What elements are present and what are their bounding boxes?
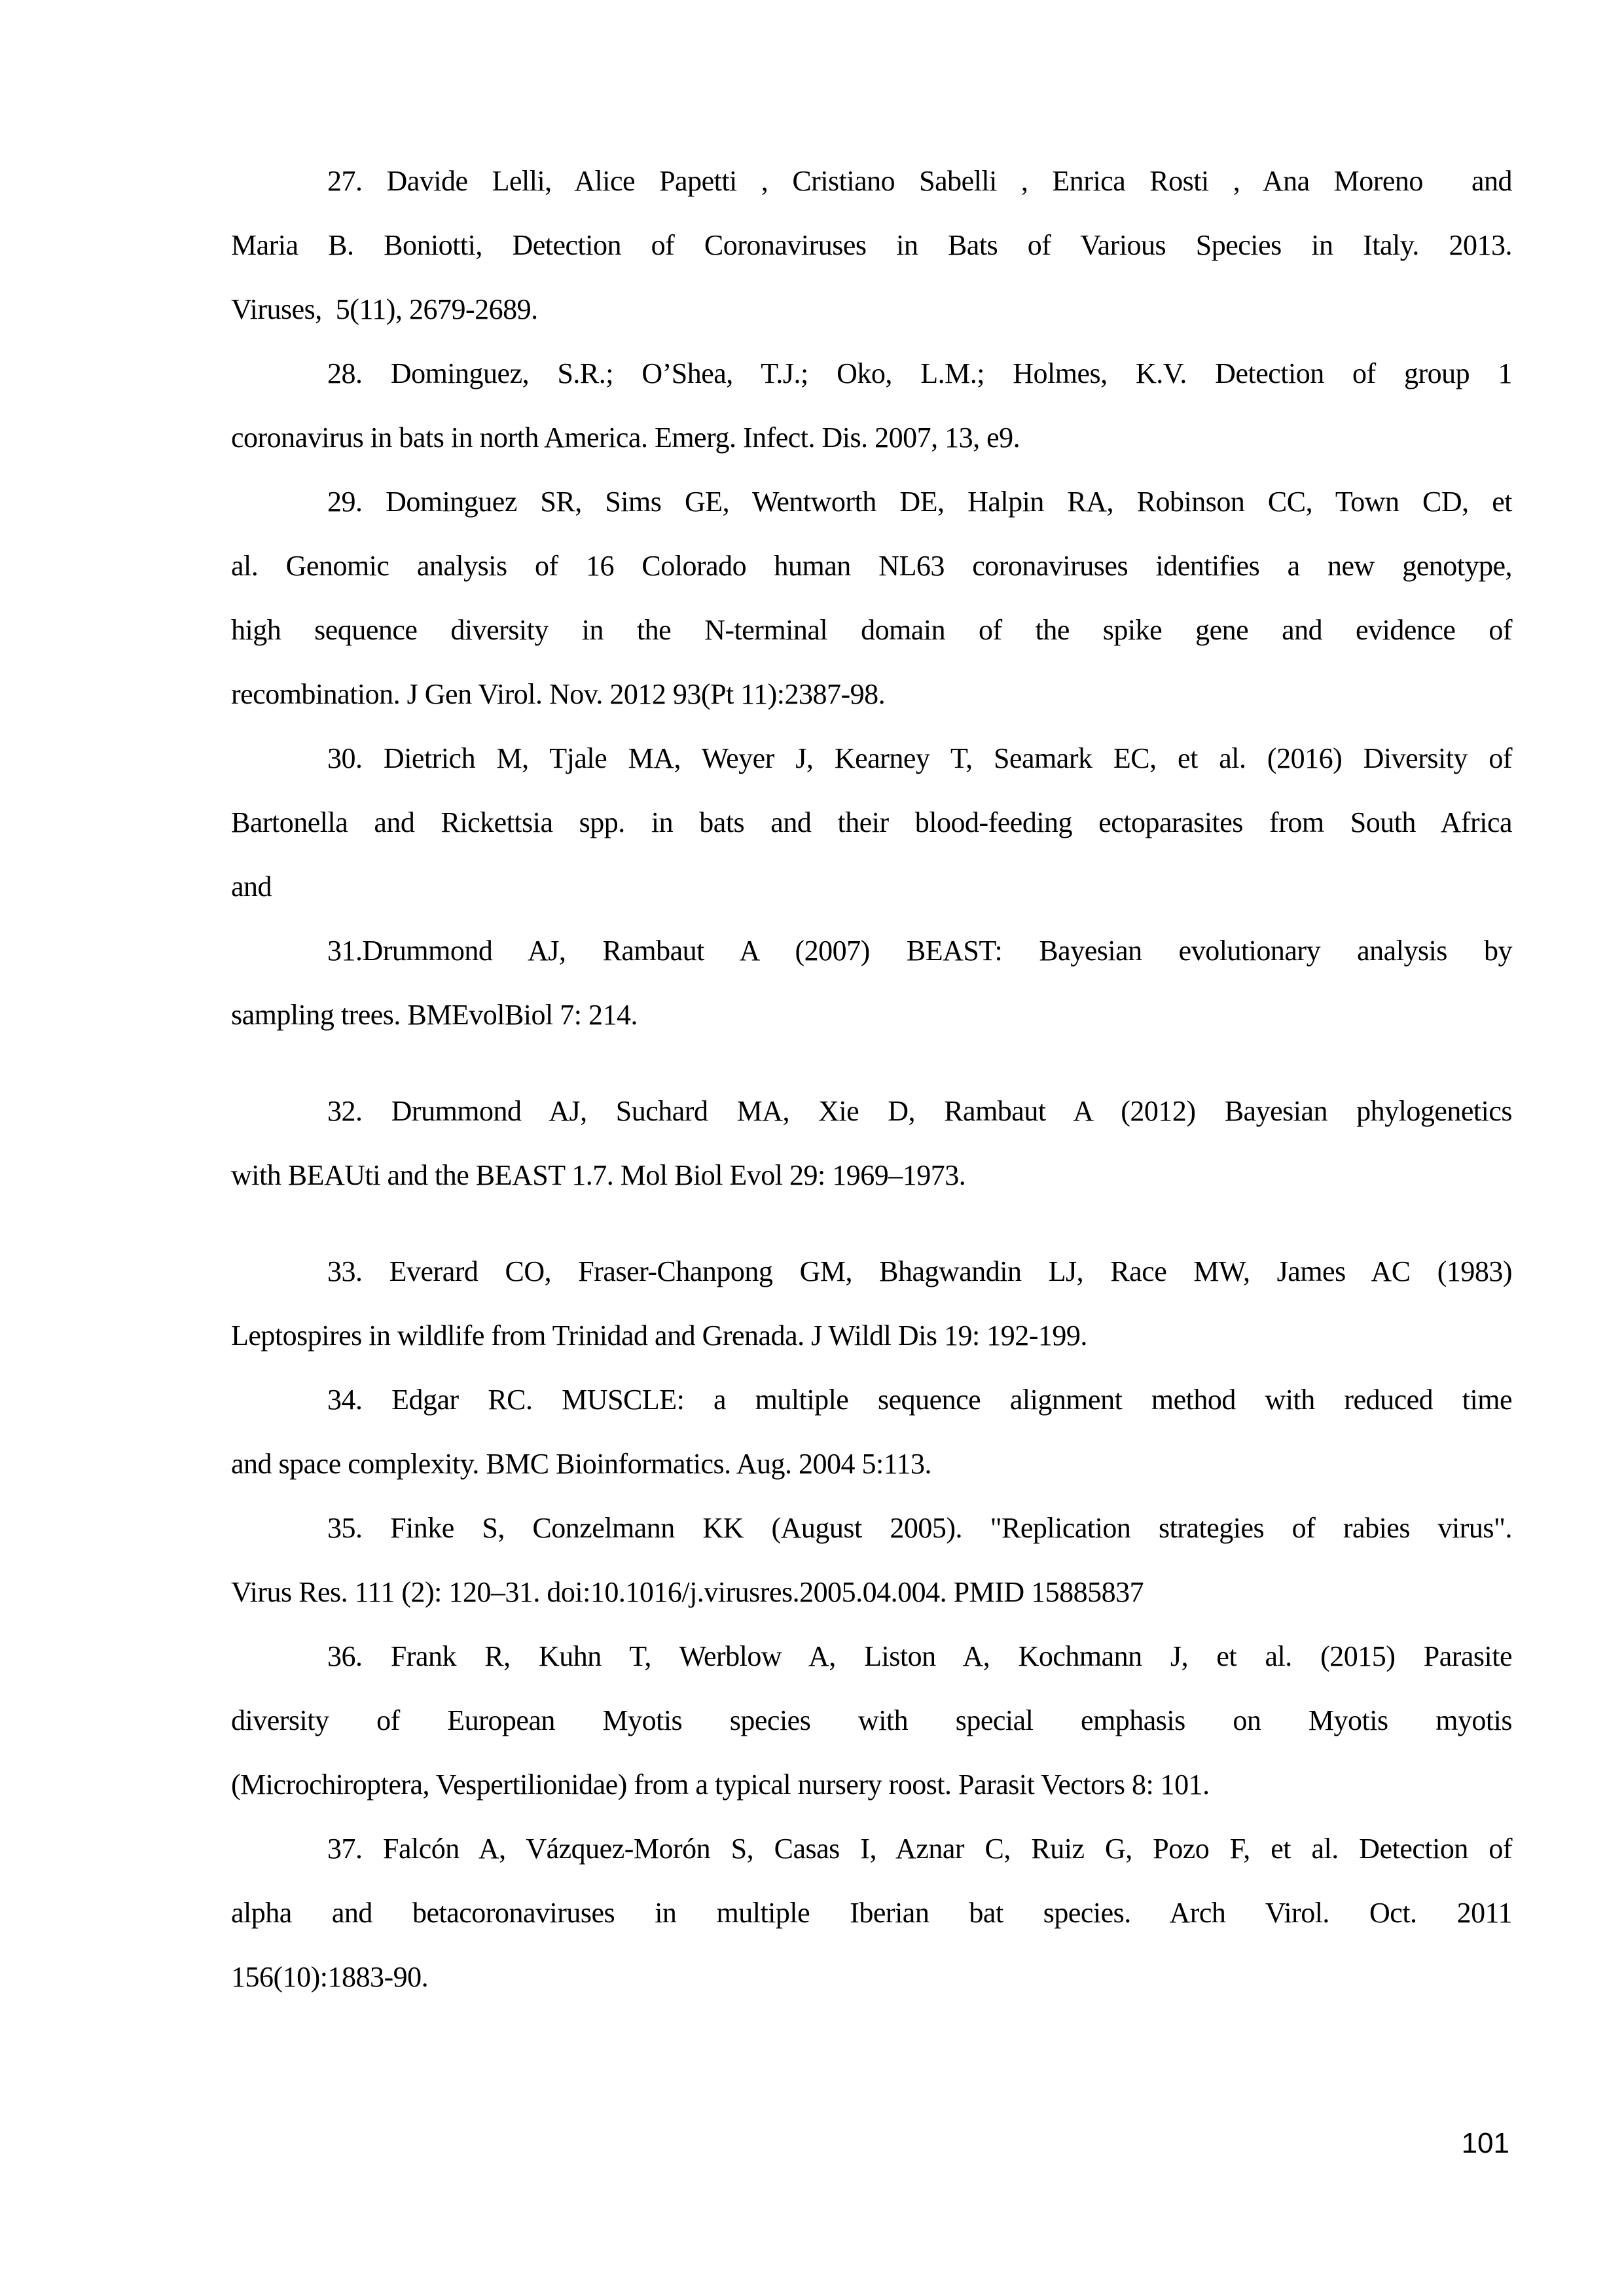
reference-line: 32. Drummond AJ, Suchard MA, Xie D, Rambaut A (2012) Bayesian phylogenetics — [327, 1095, 1512, 1127]
reference-31 — [231, 919, 1512, 1047]
reference-line: Maria B. Boniotti, Detection of Coronaviruses in Bats of Various Species in Italy. 2013. — [231, 229, 1512, 261]
reference-line: high sequence diversity in the N-terminal domain of the spike gene and evidence of — [231, 614, 1512, 646]
reference-line: Leptospires in wildlife from Trinidad and Grenada. J Wildl Dis 19: 192-199. — [231, 1319, 1087, 1352]
reference-30 — [231, 726, 1512, 919]
reference-line: 37. Falcón A, Vázquez-Morón S, Casas I, Aznar C, Ruiz G, Pozo F, et al. Detection of — [327, 1833, 1512, 1865]
reference-36 — [231, 1624, 1512, 1817]
reference-line: Viruses, 5(11), 2679-2689. — [231, 293, 538, 325]
reference-line: 29. Dominguez SR, Sims GE, Wentworth DE, Halpin RA, Robinson CC, Town CD, et — [327, 486, 1512, 518]
reference-line: sampling trees. BMEvolBiol 7: 214. — [231, 999, 638, 1031]
reference-33 — [231, 1240, 1512, 1368]
reference-32 — [231, 1079, 1512, 1208]
reference-line: (Microchiroptera, Vespertilionidae) from a typical nursery roost. Parasit Vectors 8: 101. — [231, 1768, 1210, 1801]
reference-line: recombination. J Gen Virol. Nov. 2012 93(Pt 11):2387-98. — [231, 678, 886, 710]
reference-line: 156(10):1883-90. — [231, 1961, 429, 1993]
reference-line: 34. Edgar RC. MUSCLE: a multiple sequence alignment method with reduced time — [327, 1384, 1512, 1416]
reference-29 — [231, 470, 1512, 726]
reference-35 — [231, 1496, 1512, 1624]
reference-line: and — [231, 870, 272, 903]
reference-line: coronavirus in bats in north America. Emerg. Infect. Dis. 2007, 13, e9. — [231, 422, 1020, 454]
reference-line: 27. Davide Lelli, Alice Papetti , Cristiano Sabelli , Enrica Rosti , Ana Moreno and — [327, 165, 1512, 197]
reference-line: al. Genomic analysis of 16 Colorado human NL63 coronaviruses identifies a new genotype, — [231, 550, 1512, 582]
reference-37 — [231, 1817, 1512, 2009]
reference-line: and space complexity. BMC Bioinformatics. Aug. 2004 5:113. — [231, 1448, 932, 1480]
reference-line: 31.Drummond AJ, Rambaut A (2007) BEAST: Bayesian evolutionary analysis by — [327, 935, 1512, 967]
reference-27 — [231, 149, 1512, 342]
reference-line: Virus Res. 111 (2): 120–31. doi:10.1016/j.virusres.2005.04.004. PMID 15885837 — [231, 1576, 1144, 1608]
reference-line: 35. Finke S, Conzelmann KK (August 2005). "Replication strategies of rabies virus". — [327, 1512, 1512, 1544]
references-list — [231, 149, 1512, 2009]
page-number: 101 — [1461, 2127, 1509, 2159]
reference-line: 33. Everard CO, Fraser-Chanpong GM, Bhagwandin LJ, Race MW, James AC (1983) — [327, 1255, 1512, 1287]
reference-line: diversity of European Myotis species with special emphasis on Myotis myotis — [231, 1704, 1512, 1736]
reference-line: alpha and betacoronaviruses in multiple Iberian bat species. Arch Virol. Oct. 2011 — [231, 1897, 1512, 1929]
reference-line: with BEAUti and the BEAST 1.7. Mol Biol Evol 29: 1969–1973. — [231, 1159, 966, 1191]
reference-34 — [231, 1368, 1512, 1496]
reference-line: 28. Dominguez, S.R.; O’Shea, T.J.; Oko, L.M.; Holmes, K.V. Detection of group 1 — [327, 357, 1512, 389]
reference-28 — [231, 342, 1512, 470]
reference-line: 30. Dietrich M, Tjale MA, Weyer J, Kearney T, Seamark EC, et al. (2016) Diversity of — [327, 742, 1512, 774]
reference-line: 36. Frank R, Kuhn T, Werblow A, Liston A, Kochmann J, et al. (2015) Parasite — [327, 1640, 1512, 1672]
reference-line: Bartonella and Rickettsia spp. in bats and their blood-feeding ectoparasites from South Africa — [231, 806, 1512, 838]
